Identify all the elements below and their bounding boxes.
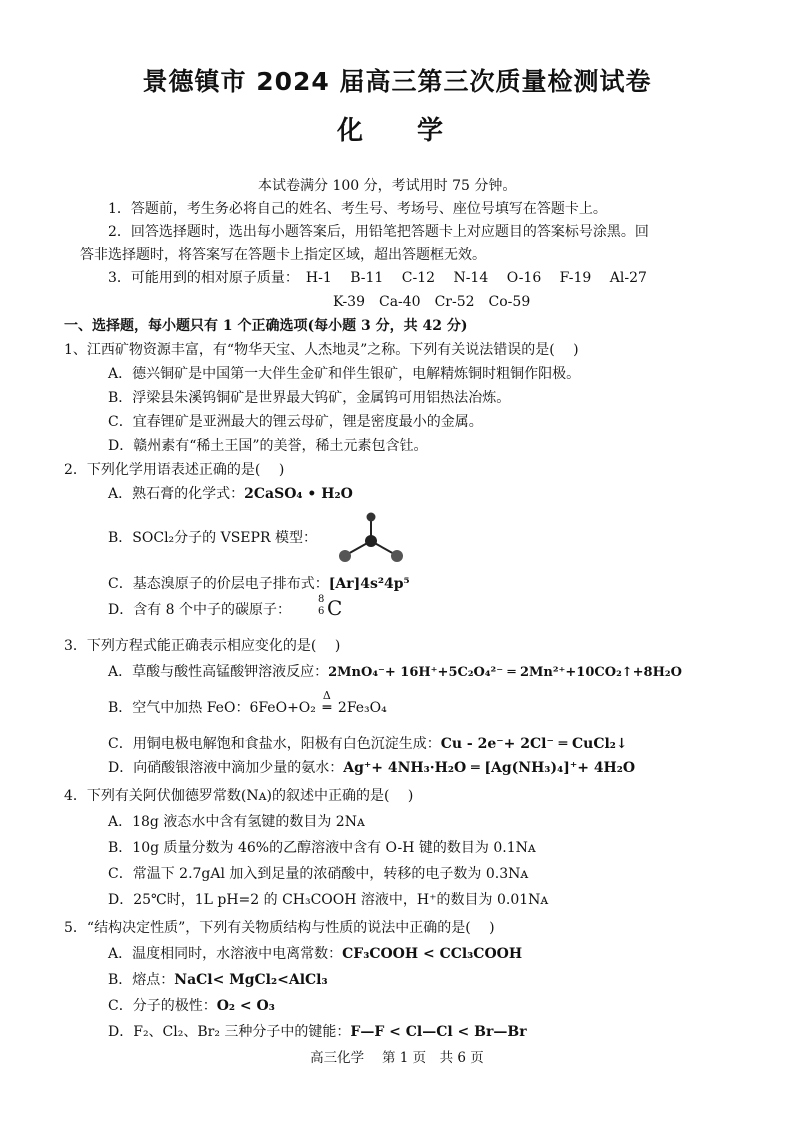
q1-option-d: D．赣州素有“稀土王国”的美誉，稀土元素包含钍。 (108, 438, 428, 454)
q2-option-a-text: A．熟石膏的化学式： (108, 486, 245, 502)
q5-option-a-formula: CF₃COOH < CCl₃COOH (342, 946, 523, 962)
q5-option-b-text: B．熔点： (108, 972, 175, 988)
q1-option-c: C．宜春锂矿是亚洲最大的锂云母矿，锂是密度最小的金属。 (108, 414, 483, 430)
q3-option-d-text: D．向硝酸银溶液中滴加少量的氨水： (108, 760, 344, 776)
q3-option-a-text: A．草酸与酸性高锰酸钾溶液反应： (108, 664, 329, 680)
q2-option-d: D．含有 8 个中子的碳原子： (108, 602, 292, 618)
q5-option-b (108, 970, 328, 990)
q4-option-d: D．25℃时，1L pH=2 的 CH₃COOH 溶液中，H⁺的数目为 0.01Nᴀ (108, 892, 549, 908)
q3-heat-arrow: Δ ═ (316, 698, 338, 718)
instruction-3a: 3．可能用到的相对原子质量： H-1 B-11 C-12 N-14 O-16 F-19 Al-27 (108, 270, 647, 286)
q2-option-c-text: C．基态溴原子的价层电子排布式： (108, 576, 329, 592)
q3-option-c-equation: Cu - 2e⁻+ 2Cl⁻ ═ CuCl₂↓ (440, 736, 628, 752)
q2-mass-number: 8 (318, 594, 325, 605)
q5-option-d-text: D．F₂、Cl₂、Br₂ 三种分子中的键能： (108, 1024, 351, 1040)
q5-option-c-text: C．分子的极性： (108, 998, 217, 1014)
q5-option-d (108, 1022, 527, 1042)
page-footer: 高三化学 第 1 页 共 6 页 (310, 1050, 484, 1066)
q2-option-b: B．SOCl₂分子的 VSEPR 模型： (108, 530, 317, 546)
q3-option-a-equation: 2MnO₄⁻+ 16H⁺+5C₂O₄²⁻ ═ 2Mn²⁺+10CO₂↑+8H₂O (328, 665, 682, 680)
q2-option-c-formula: [Ar]4s²4p⁵ (328, 576, 410, 592)
vsepr-model-icon (334, 508, 410, 566)
q2-option-a-formula: 2CaSO₄ • H₂O (244, 486, 353, 502)
q4-option-c: C．常温下 2.7gAl 加入到足量的浓硝酸中，转移的电子数为 0.3Nᴀ (108, 866, 529, 882)
q3-option-b (108, 689, 387, 718)
q3-stem: 3．下列方程式能正确表示相应变化的是( ) (64, 638, 341, 654)
instruction-2a: 2．回答选择题时，选出每小题答案后，用铅笔把答题卡上对应题目的答案标号涂黑。回 (108, 224, 649, 240)
q5-option-d-formula: F—F < Cl—Cl < Br—Br (350, 1024, 527, 1040)
q2-atomic-number: 6 (318, 606, 325, 617)
q3-option-d-equation: Ag⁺+ 4NH₃·H₂O ═ [Ag(NH₃)₄]⁺+ 4H₂O (343, 760, 636, 776)
q3-option-b-text: B．空气中加热 FeO： (108, 700, 250, 716)
score-time-note: 本试卷满分 100 分，考试用时 75 分钟。 (258, 178, 517, 194)
q5-option-c-formula: O₂ < O₃ (216, 998, 275, 1014)
instruction-1: 1．答题前，考生务必将自己的姓名、考生号、考场号、座位号填写在答题卡上。 (108, 201, 607, 217)
q5-stem: 5．“结构决定性质”，下列有关物质结构与性质的说法中正确的是( ) (64, 920, 495, 936)
q3-option-d (108, 758, 635, 778)
q3-heat-condition: Δ (322, 689, 331, 702)
exam-title: 景德镇市 2024 届高三第三次质量检测试卷 (142, 67, 652, 96)
q3-option-a (108, 662, 682, 683)
q4-stem: 4．下列有关阿伏伽德罗常数(Nᴀ)的叙述中正确的是( ) (64, 788, 414, 804)
instruction-2b: 答非选择题时，将答案写在答题卡上指定区域，超出答题框无效。 (80, 247, 486, 263)
q4-option-a: A．18g 液态水中含有氢键的数目为 2Nᴀ (108, 814, 365, 830)
q5-option-a (108, 944, 522, 964)
q3-option-b-right: 2Fe₃O₄ (337, 700, 387, 716)
q2-stem: 2．下列化学用语表述正确的是( ) (64, 462, 285, 478)
section-heading: 一、选择题，每小题只有 1 个正确选项(每小题 3 分，共 42 分) (64, 318, 468, 334)
q1-stem: 1、江西矿物资源丰富，有“物华天宝、人杰地灵”之称。下列有关说法错误的是( ) (64, 342, 579, 358)
q5-option-a-text: A．温度相同时，水溶液中电离常数： (108, 946, 343, 962)
q5-option-c (108, 996, 275, 1016)
q1-option-b: B．浮梁县朱溪钨铜矿是世界最大钨矿，金属钨可用铝热法冶炼。 (108, 390, 511, 406)
q1-option-a: A．德兴铜矿是中国第一大伴生金矿和伴生银矿，电解精炼铜时粗铜作阳极。 (108, 366, 581, 382)
q3-option-c-text: C．用铜电极电解饱和食盐水，阳极有白色沉淀生成： (108, 736, 441, 752)
q2-option-c (108, 574, 410, 594)
q3-option-b-left: 6FeO+O₂ (249, 700, 316, 716)
q5-option-b-formula: NaCl< MgCl₂<AlCl₃ (174, 972, 328, 988)
subject-title: 化 学 (336, 116, 457, 146)
q4-option-b: B．10g 质量分数为 46%的乙醇溶液中含有 O-H 键的数目为 0.1Nᴀ (108, 840, 536, 856)
q3-option-c (108, 734, 628, 754)
q2-element-symbol: C (327, 596, 343, 620)
q2-option-a (108, 484, 353, 504)
instruction-3b: K-39 Ca-40 Cr-52 Co-59 (333, 294, 531, 310)
